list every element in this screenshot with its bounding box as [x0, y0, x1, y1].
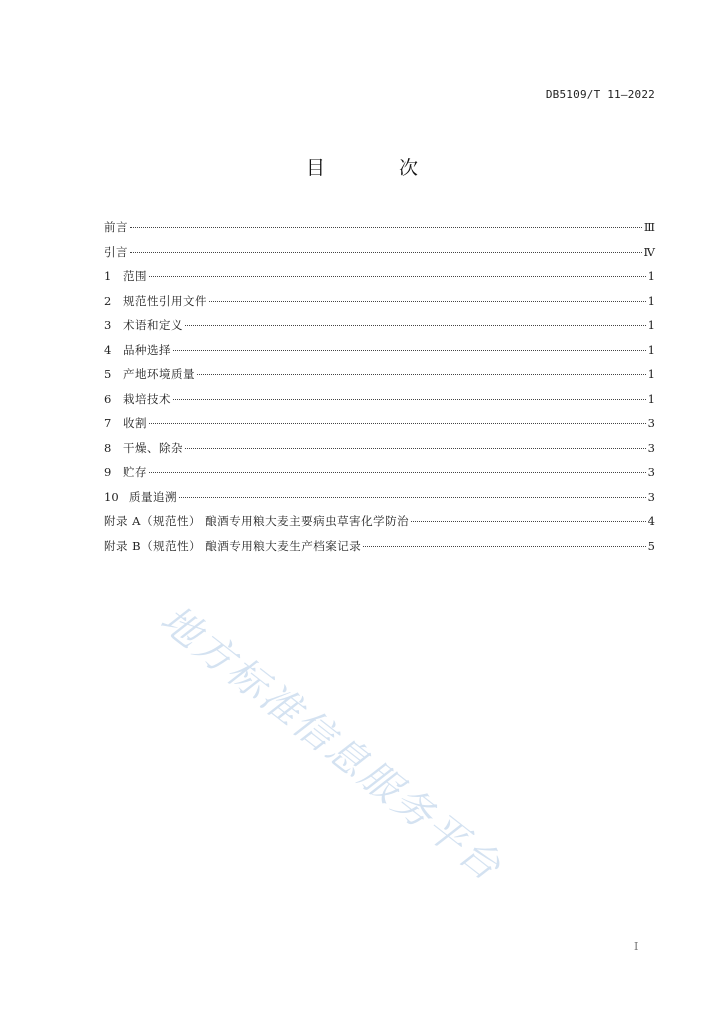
watermark: 地方标准信息服务平台: [151, 597, 511, 892]
toc-leader-dots: [149, 472, 646, 473]
toc-entry-page: 1: [647, 391, 655, 406]
toc-leader-dots: [185, 448, 646, 449]
page-number: I: [634, 940, 639, 953]
toc-entry-page: 3: [647, 416, 655, 430]
toc-entry-number: 5: [104, 367, 112, 381]
toc-entry-label: 附录 A（规范性） 酿酒专用粮大麦主要病虫草害化学防治: [104, 514, 410, 528]
toc-leader-dots: [209, 301, 646, 302]
toc-entry-page: 1: [647, 318, 655, 332]
toc-entry-page: 1: [647, 342, 655, 357]
toc-leader-dots: [179, 497, 646, 498]
document-code: DB5109/T 11—2022: [545, 88, 655, 101]
toc-entry-introduction[interactable]: [104, 244, 655, 269]
toc-leader-dots: [173, 350, 646, 351]
table-of-contents: [104, 219, 655, 562]
toc-entry-page: Ⅳ: [643, 244, 655, 259]
toc-entry-6[interactable]: [104, 391, 655, 416]
toc-entry-label: 规范性引用文件: [123, 293, 207, 308]
toc-entry-3[interactable]: [104, 317, 655, 342]
toc-entry-number: 8: [104, 440, 112, 455]
toc-leader-dots: [149, 276, 646, 277]
toc-leader-dots: [130, 227, 642, 228]
toc-entry-page: 3: [647, 489, 655, 504]
toc-leader-dots: [149, 423, 646, 424]
toc-entry-page: 1: [647, 367, 655, 381]
toc-entry-page: Ⅲ: [643, 220, 655, 234]
toc-entry-label: 栽培技术: [123, 391, 171, 406]
toc-entry-appendix-a[interactable]: [104, 513, 655, 538]
toc-entry-label: 收割: [123, 416, 147, 430]
toc-entry-label: 品种选择: [123, 342, 171, 357]
toc-entry-1[interactable]: [104, 268, 655, 293]
toc-entry-page: 3: [647, 465, 655, 479]
toc-entry-number: 4: [104, 342, 112, 357]
toc-entry-5[interactable]: [104, 366, 655, 391]
toc-entry-page: 1: [647, 293, 655, 308]
toc-entry-number: 6: [104, 391, 112, 406]
toc-entry-label: 术语和定义: [123, 318, 183, 332]
toc-entry-page: 3: [647, 440, 655, 455]
toc-entry-label: 引言: [104, 244, 128, 259]
toc-entry-8[interactable]: [104, 440, 655, 465]
toc-entry-9[interactable]: [104, 464, 655, 489]
toc-entry-4[interactable]: [104, 342, 655, 367]
toc-entry-number: 9: [104, 465, 112, 479]
toc-entry-label: 贮存: [123, 465, 147, 479]
toc-entry-label: 干燥、除杂: [123, 440, 183, 455]
toc-entry-number: 7: [104, 416, 112, 430]
toc-entry-page: 4: [647, 514, 655, 528]
toc-entry-label: 产地环境质量: [123, 367, 195, 381]
page-title: 目 次: [305, 157, 453, 179]
toc-entry-number: 3: [104, 318, 112, 332]
toc-entry-number: 10: [104, 489, 119, 504]
toc-entry-page: 5: [647, 538, 655, 553]
toc-entry-10[interactable]: [104, 489, 655, 514]
toc-entry-label: 质量追溯: [129, 489, 177, 504]
toc-entry-page: 1: [647, 269, 655, 283]
toc-entry-number: 2: [104, 293, 112, 308]
toc-entry-label: 前言: [104, 220, 128, 234]
toc-entry-7[interactable]: [104, 415, 655, 440]
toc-entry-foreword[interactable]: [104, 219, 655, 244]
toc-leader-dots: [411, 521, 646, 522]
toc-entry-appendix-b[interactable]: [104, 538, 655, 563]
toc-entry-number: 1: [104, 269, 112, 283]
toc-leader-dots: [197, 374, 646, 375]
toc-entry-label: 附录 B（规范性） 酿酒专用粮大麦生产档案记录: [104, 538, 362, 553]
toc-leader-dots: [185, 325, 646, 326]
toc-leader-dots: [363, 546, 645, 547]
toc-entry-2[interactable]: [104, 293, 655, 318]
toc-entry-label: 范围: [123, 269, 147, 283]
toc-leader-dots: [173, 399, 646, 400]
toc-leader-dots: [130, 252, 642, 253]
